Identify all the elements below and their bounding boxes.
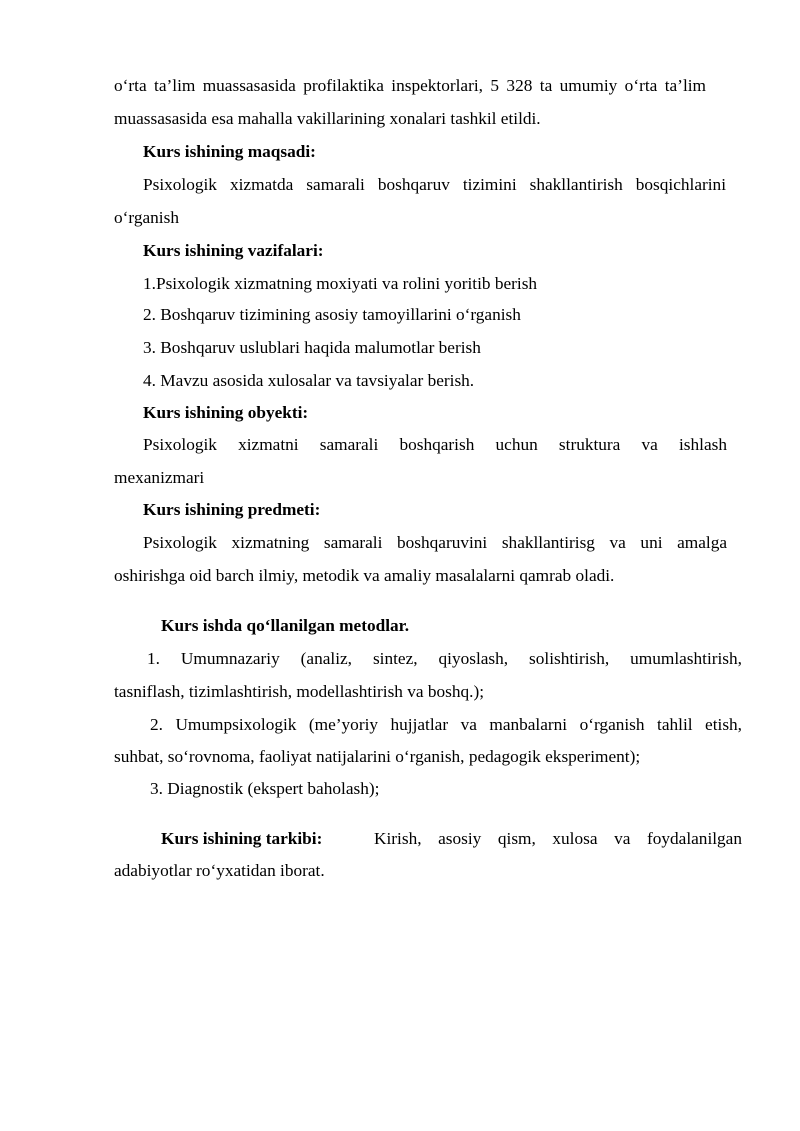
text-line: Kirish, asosiy qism, xulosa va foydalanilgan xyxy=(374,829,742,848)
text-line: o‘rganish xyxy=(114,208,179,227)
text-line: suhbat, so‘rovnoma, faoliyat natijalarini o‘rganish, pedagogik eksperiment); xyxy=(114,747,641,766)
section-heading-maqsad: Kurs ishining maqsadi: xyxy=(143,142,316,161)
section-heading-metodlar: Kurs ishda qo‘llanilgan metodlar. xyxy=(161,616,410,635)
section-heading-vazifa: Kurs ishining vazifalari: xyxy=(143,241,324,260)
list-item: 3. Boshqaruv uslublari haqida malumotlar berish xyxy=(143,338,481,357)
list-item: 3. Diagnostik (ekspert baholash); xyxy=(150,779,380,798)
text-line: Psixologik xizmatda samarali boshqaruv tizimini shakllantirish bosqichlarini xyxy=(143,175,726,194)
text-line: Psixologik xizmatning samarali boshqaruvini shakllantirisg va uni amalga xyxy=(143,533,727,552)
text-line: muassasasida esa mahalla vakillarining xonalari tashkil etildi. xyxy=(114,109,541,128)
text-line: adabiyotlar ro‘yxatidan iborat. xyxy=(114,861,325,880)
section-heading-predmet: Kurs ishining predmeti: xyxy=(143,500,321,519)
list-item: 2. Umumpsixologik (me’yoriy hujjatlar va manbalarni o‘rganish tahlil etish, xyxy=(150,715,742,734)
text-line: tasniflash, tizimlashtirish, modellashtirish va boshq.); xyxy=(114,682,485,701)
section-heading-tarkib: Kurs ishining tarkibi: xyxy=(161,829,323,848)
list-item: 4. Mavzu asosida xulosalar va tavsiyalar berish. xyxy=(143,371,475,390)
list-item: 1.Psixologik xizmatning moxiyati va rolini yoritib berish xyxy=(143,274,538,293)
section-heading-obyekt: Kurs ishining obyekti: xyxy=(143,403,309,422)
text-line: oshirishga oid barch ilmiy, metodik va amaliy masalalarni qamrab oladi. xyxy=(114,566,615,585)
text-line: o‘rta ta’lim muassasasida profilaktika inspektorlari, 5 328 ta umumiy o‘rta ta’lim xyxy=(114,76,706,95)
list-item: 1. Umumnazariy (analiz, sintez, qiyoslash, solishtirish, umumlashtirish, xyxy=(147,649,742,668)
text-line: Psixologik xizmatni samarali boshqarish uchun struktura va ishlash xyxy=(143,435,727,454)
list-item: 2. Boshqaruv tizimining asosiy tamoyillarini o‘rganish xyxy=(143,305,521,324)
text-line: mexanizmari xyxy=(114,468,205,487)
